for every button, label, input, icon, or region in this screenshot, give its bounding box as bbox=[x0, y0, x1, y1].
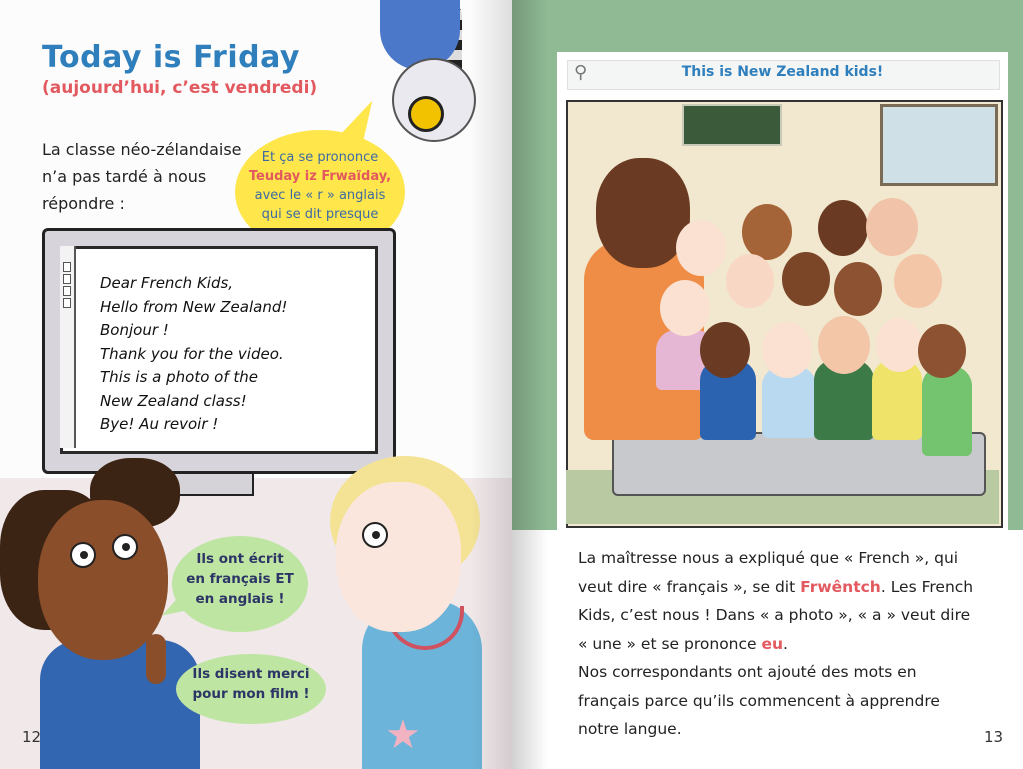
letter-line: Dear French Kids, bbox=[100, 274, 234, 292]
text-part: La maîtresse nous a expliqué que « French », qui veut dire « français », se dit bbox=[578, 549, 959, 596]
kid-face bbox=[876, 318, 922, 372]
eye-illustration bbox=[362, 522, 388, 548]
photo-caption: This is New Zealand kids! bbox=[681, 64, 884, 80]
kid-face bbox=[818, 200, 868, 256]
bubble-line: Et ça se prononce bbox=[261, 150, 379, 165]
page-subtitle: (aujourd’hui, c’est vendredi) bbox=[42, 78, 318, 98]
page-title: Today is Friday bbox=[42, 40, 300, 75]
frwentch-pronunciation: Frwêntch bbox=[800, 577, 881, 596]
kid-face bbox=[726, 254, 774, 308]
pronunciation-text: Teuday iz Frwaïday, bbox=[248, 169, 392, 184]
kid-face bbox=[918, 324, 966, 378]
text-part: . bbox=[783, 634, 788, 653]
kid-face bbox=[742, 204, 792, 260]
page-gutter-shadow bbox=[470, 0, 512, 769]
kid-shirt bbox=[872, 360, 922, 440]
kid-face bbox=[676, 220, 726, 276]
page-number-left: 12 bbox=[22, 728, 42, 746]
letter-text bbox=[100, 272, 287, 437]
bubble-line: Ils disent merci bbox=[192, 666, 310, 682]
kid-shirt bbox=[922, 366, 972, 456]
kid-face bbox=[818, 316, 870, 374]
green-bubble-1-text bbox=[172, 549, 308, 609]
pupil bbox=[80, 551, 88, 559]
letter-line: Thank you for the video. bbox=[100, 344, 284, 363]
kid-face bbox=[700, 322, 750, 378]
classroom-window bbox=[880, 104, 998, 186]
text-part: . Les French Kids, c’est nous ! Dans « a photo », « a » veut dire « une » et se prononce bbox=[578, 577, 974, 653]
eu-pronunciation: eu bbox=[761, 634, 784, 653]
kid-face bbox=[866, 198, 918, 256]
bubble-line: en français ET bbox=[186, 571, 294, 587]
kid-face bbox=[782, 252, 830, 306]
toolbar-tick bbox=[63, 262, 71, 272]
star-icon: ★ bbox=[385, 712, 421, 758]
pupil bbox=[122, 543, 130, 551]
paragraph-2: Nos correspondants ont ajouté des mots en français parce qu’ils commencent à apprendre notre langue. bbox=[578, 663, 940, 738]
team-poster bbox=[682, 104, 782, 146]
letter-line: This is a photo of the bbox=[100, 368, 259, 386]
letter-line: Bye! Au revoir ! bbox=[100, 415, 219, 433]
letter-line: New Zealand class! bbox=[100, 391, 247, 410]
eye-illustration bbox=[112, 534, 138, 560]
girl-pointing-hand bbox=[146, 634, 166, 684]
pupil bbox=[372, 531, 380, 539]
bubble-line: Ils ont écrit bbox=[196, 551, 284, 567]
kid-face bbox=[762, 322, 812, 378]
kid-face bbox=[660, 280, 710, 336]
letter-line: Bonjour ! bbox=[100, 321, 169, 339]
kid-face bbox=[834, 262, 882, 316]
page-number-right: 13 bbox=[984, 728, 1004, 746]
bubble-line: avec le « r » anglais bbox=[254, 188, 386, 203]
page-gutter-shadow bbox=[512, 0, 548, 769]
paragraph-1 bbox=[578, 544, 978, 658]
toolbar-tick bbox=[63, 274, 71, 284]
letter-line: Hello from New Zealand! bbox=[100, 297, 288, 316]
green-bubble-2-text bbox=[176, 664, 326, 704]
screen-toolbar bbox=[60, 246, 76, 448]
bubble-line: qui se dit presque bbox=[261, 207, 379, 222]
toolbar-tick bbox=[63, 298, 71, 308]
kid-face bbox=[894, 254, 942, 308]
body-text bbox=[578, 544, 978, 744]
bubble-line: en anglais ! bbox=[195, 591, 285, 607]
intro-text: La classe néo-zélandaise n’a pas tardé à nous répondre : bbox=[42, 140, 242, 213]
bubble-line: pour mon film ! bbox=[192, 686, 310, 702]
boy-face-illustration bbox=[336, 482, 461, 632]
magnifier-icon: ⚲ bbox=[574, 62, 588, 83]
lemur-eye-illustration bbox=[408, 96, 444, 132]
toolbar-tick bbox=[63, 286, 71, 296]
eye-illustration bbox=[70, 542, 96, 568]
girl-body-illustration bbox=[40, 640, 200, 769]
